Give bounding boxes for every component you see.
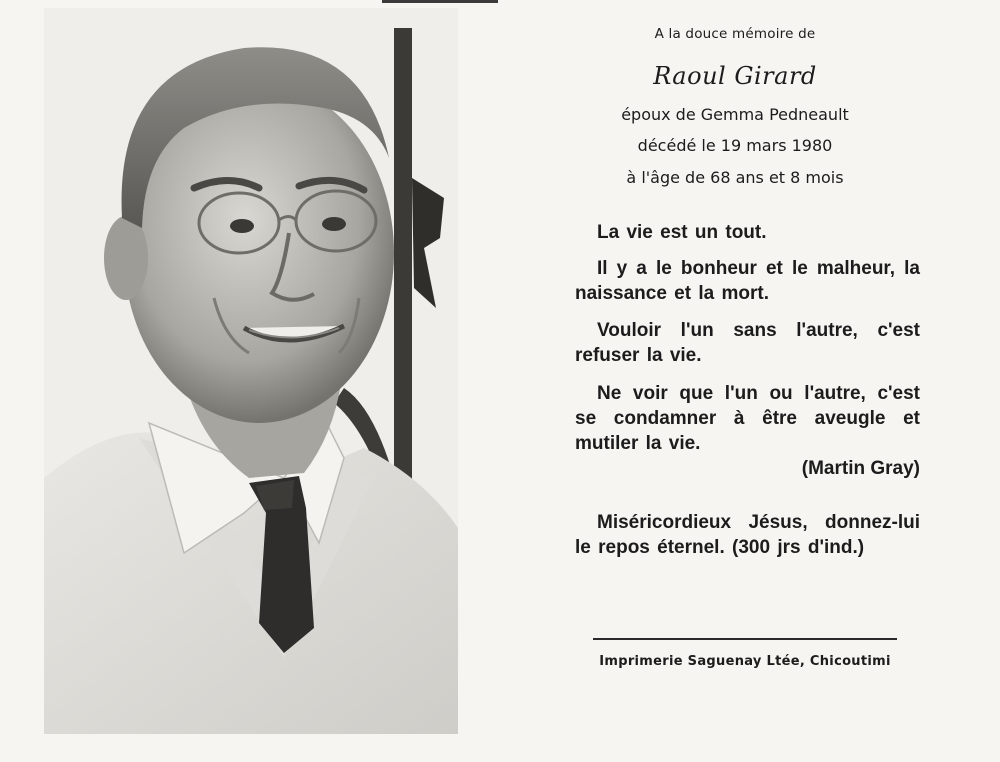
poem-stanza-2: Il y a le bonheur et le malheur, la naissance et la mort. bbox=[575, 258, 920, 304]
poem-stanza-3: Vouloir l'un sans l'autre, c'est refuser la vie. bbox=[575, 320, 920, 366]
portrait-photo bbox=[44, 8, 458, 734]
top-edge-line bbox=[382, 0, 498, 3]
spouse-line: époux de Gemma Pedneault bbox=[621, 105, 849, 124]
poem-line-1: La vie est un tout. bbox=[597, 222, 767, 243]
death-date-line: décédé le 19 mars 1980 bbox=[637, 136, 833, 155]
age-line: à l'âge de 68 ans et 8 mois bbox=[626, 168, 844, 187]
footer-divider bbox=[593, 638, 897, 640]
poem-author: (Martin Gray) bbox=[801, 458, 920, 479]
prayer-text: Miséricordieux Jésus, donnez-lui le repos éternel. (300 jrs d'ind.) bbox=[575, 512, 920, 558]
poem-stanza-4: Ne voir que l'un ou l'autre, c'est se condamner à être aveugle et mutiler la vie. bbox=[575, 383, 920, 454]
printer-credit: Imprimerie Saguenay Ltée, Chicoutimi bbox=[599, 654, 891, 669]
memorial-intro: A la douce mémoire de bbox=[654, 26, 816, 42]
portrait-illustration bbox=[44, 8, 458, 734]
deceased-name: Raoul Girard bbox=[653, 62, 817, 90]
